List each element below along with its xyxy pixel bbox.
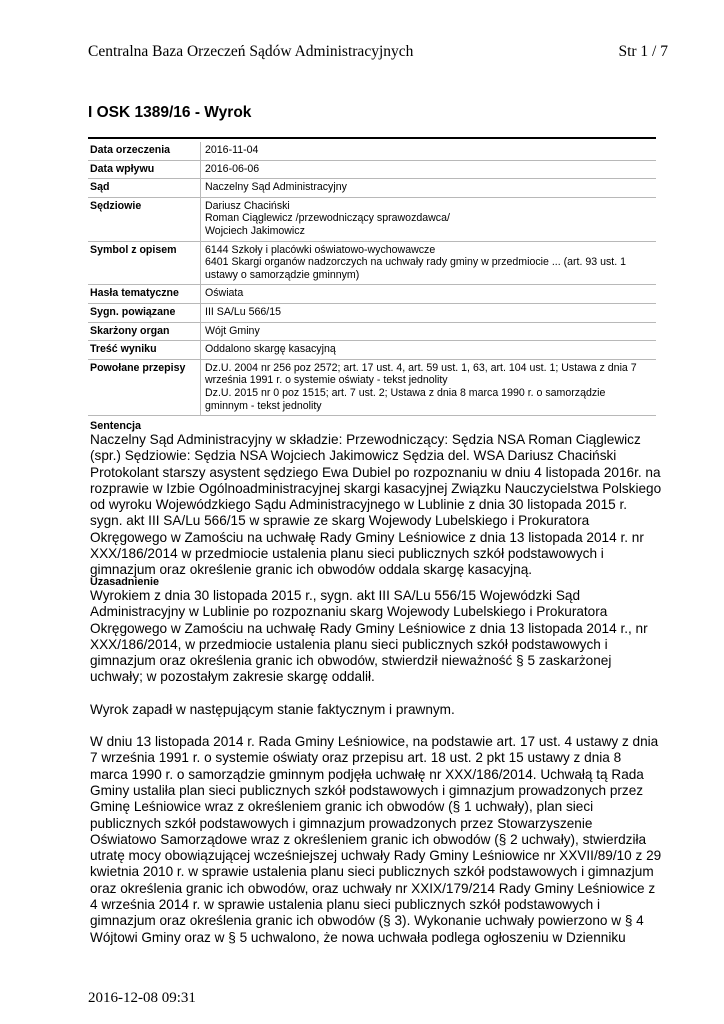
metadata-row (88, 285, 656, 304)
metadata-value (201, 142, 657, 160)
metadata-key: Powołane przepisy (88, 359, 201, 415)
metadata-value-line: Dariusz Chaciński (205, 199, 290, 212)
paragraph-line: marca 1990 r. o samorządzie gminnym podjęła uchwałę nr XXX/186/2014. Uchwałą tą Rada (90, 766, 644, 782)
metadata-row (88, 179, 656, 198)
paragraph-line: Oświatowo Samorządowe wraz z określeniem granic ich obwodów (§ 2 uchwały), stwierdziła (90, 831, 647, 847)
metadata-value (201, 322, 657, 341)
metadata-value-line: Wójt Gminy (205, 324, 260, 337)
paragraph-line: Gminę Leśniowice wraz z określeniem granic ich obwodów (§ 1 uchwały), plan sieci (90, 799, 594, 815)
sentencja-line: Okręgowego w Zamościu na uchwałę Rady Gminy Leśniowice z dnia 13 listopada 2014 r. nr (90, 529, 644, 545)
page-number: Str 1 / 7 (618, 43, 668, 60)
metadata-value-line: gminnym - tekst jednolity (205, 399, 322, 412)
paragraph-line: Gminy ustaliła plan sieci publicznych szkół podstawowych i gimnazjum prowadzonych przez (90, 782, 644, 798)
sentencja-line: (spr.) Sędziowie: Sędzia NSA Wojciech Jakimowicz Sędzia del. WSA Dariusz Chaciński (90, 448, 617, 464)
paragraph-line: Wyrokiem z dnia 30 listopada 2015 r., sygn. akt III SA/Lu 556/15 Wojewódzki Sąd (90, 588, 581, 603)
sentencja-line: gimnazjum oraz określenie granic ich obwodów oddala skargę kasacyjną. (90, 562, 533, 578)
metadata-key: Data wpływu (88, 160, 201, 179)
metadata-row (88, 303, 656, 322)
paragraph-line: publicznych szkół podstawowych i gimnazjum prowadzonych przez Stowarzyszenie (90, 815, 593, 831)
metadata-value-line: 6144 Szkoły i placówki oświatowo-wychowawcze (205, 243, 436, 256)
metadata-row (88, 197, 656, 241)
sentencja-line: XXX/186/2014 w przedmiocie ustalenia planu sieci publicznych szkół podstawowych i (90, 546, 604, 562)
paragraph-line: kwietnia 2010 r. w sprawie ustalenia planu sieci publicznych szkół podstawowych i gimnazjum (90, 864, 654, 880)
sentencja-text (90, 432, 662, 579)
metadata-row (88, 241, 656, 285)
sentencja-line: sygn. akt III SA/Lu 566/15 w sprawie ze skarg Wojewody Lubelskiego i Prokuratora (90, 513, 590, 529)
metadata-key: Treść wyniku (88, 341, 201, 360)
paragraph-line: oraz określenia granic ich obwodów, oraz uchwały nr XXIX/179/214 Rady Gminy Leśniowice z (90, 880, 656, 896)
metadata-value (201, 285, 657, 304)
metadata-value-line: września 1991 r. o systemie oświaty - tekst jednolity (205, 374, 448, 387)
metadata-value-line: ustawy o samorządzie gminnym) (205, 268, 360, 281)
metadata-row (88, 160, 656, 179)
metadata-value-line: III SA/Lu 566/15 (205, 305, 281, 318)
paragraph-line: utratę mocy obowiązującej wcześniejszej uchwały Rady Gminy Leśniowice nr XXVII/89/10 z 29 (90, 848, 662, 864)
paragraph-gap (90, 686, 656, 702)
paragraph-line: Wójtowi Gminy oraz w § 5 uchwalono, że nowa uchwała podlega ogłoszeniu w Dzienniku (90, 929, 626, 945)
metadata-key: Hasła tematyczne (88, 285, 201, 304)
sentencja-line: od wyroku Wojewódzkiego Sądu Administracyjnego w Lublinie z dnia 30 listopada 2015 r. (90, 497, 628, 513)
source-name: Centralna Baza Orzeczeń Sądów Administracyjnych (88, 43, 414, 60)
case-title: I OSK 1389/16 - Wyrok (88, 104, 252, 121)
sentencja-line: Protokolant starszy asystent sędziego Ewa Dubiel po rozpoznaniu w dniu 4 listopada 2016r. na (90, 464, 661, 480)
metadata-value (201, 303, 657, 322)
metadata-value-line: 2016-06-06 (205, 162, 260, 175)
paragraph-line: uchwały; w pozostałym zakresie skargę oddalił. (90, 669, 375, 685)
metadata-value (201, 241, 657, 285)
metadata-row (88, 359, 656, 415)
metadata-key: Symbol z opisem (88, 241, 201, 285)
paragraph-line: 7 września 1991 r. o systemie oświaty oraz przepisu art. 18 ust. 2 pkt 15 ustawy z dnia 8 (90, 750, 622, 766)
paragraph-line: W dniu 13 listopada 2014 r. Rada Gminy Leśniowice, na podstawie art. 17 ust. 4 ustawy z dnia (90, 734, 659, 750)
uzasadnienie-text (90, 588, 662, 946)
metadata-key: Sędziowie (88, 197, 201, 241)
paragraph (90, 702, 656, 718)
metadata-key: Skarżony organ (88, 322, 201, 341)
metadata-value-line: Oświata (205, 287, 244, 300)
metadata-value-line: Oddalono skargę kasacyjną (205, 343, 336, 356)
metadata-value (201, 179, 657, 198)
paragraph (90, 588, 656, 686)
case-metadata-table (88, 142, 656, 416)
metadata-value-line: Dz.U. 2004 nr 256 poz 2572; art. 17 ust. 4, art. 59 ust. 1, 63, art. 104 ust. 1; Ustawa z dnia 7 (205, 361, 637, 374)
metadata-key: Sygn. powiązane (88, 303, 201, 322)
paragraph-line: Okręgowego w Zamościu na uchwałę Rady Gminy Leśniowice z dnia 13 listopada 2014 r., nr (90, 620, 648, 636)
metadata-value-line: Roman Ciąglewicz /przewodniczący sprawozdawca/ (205, 212, 450, 225)
metadata-value (201, 197, 657, 241)
paragraph-line: Wyrok zapadł w następującym stanie faktycznym i prawnym. (90, 701, 455, 717)
paragraph-line: gimnazjum oraz określenia granic ich obwodów (§ 3). Wykonanie uchwały powierzono w § 4 (90, 913, 644, 929)
metadata-key: Sąd (88, 179, 201, 198)
paragraph-line: Administracyjny w Lublinie po rozpoznaniu skarg Wojewody Lubelskiego i Prokuratora (90, 604, 608, 620)
metadata-value (201, 359, 657, 415)
metadata-key: Data orzeczenia (88, 142, 201, 160)
paragraph-line: XXX/186/2014, w przedmiocie ustalenia planu sieci publicznych szkół podstawowych i (90, 636, 608, 652)
sentencja-label: Sentencja (90, 420, 142, 432)
metadata-value (201, 160, 657, 179)
metadata-value-line: Dz.U. 2015 nr 0 poz 1515; art. 7 ust. 2; Ustawa z dnia 8 marca 1990 r. o samorządzie (205, 386, 606, 399)
metadata-row (88, 142, 656, 160)
paragraph-gap (90, 718, 656, 734)
paragraph-line: gimnazjum oraz określenia granic ich obwodów, stwierdził nieważność § 5 zaskarżonej (90, 653, 612, 669)
page-header (86, 40, 668, 64)
uzasadnienie-section (90, 576, 662, 946)
sentencja-line: rozprawie w Izbie Ogólnoadministracyjnej skargi kasacyjnej Związku Nauczycielstwa Polskiego (90, 480, 662, 496)
page-footer-timestamp: 2016-12-08 09:31 (88, 990, 196, 1006)
metadata-value (201, 341, 657, 360)
sentencja-line: Naczelny Sąd Administracyjny w składzie: Przewodniczący: Sędzia NSA Roman Ciąglewicz (90, 432, 641, 447)
metadata-row (88, 341, 656, 360)
uzasadnienie-label: Uzasadnienie (90, 576, 160, 588)
paragraph-line: 4 września 2014 r. w sprawie ustalenia planu sieci publicznych szkół podstawowych i (90, 897, 601, 913)
metadata-row (88, 322, 656, 341)
paragraph (90, 734, 662, 946)
metadata-value-line: 2016-11-04 (205, 144, 259, 156)
metadata-value-line: Naczelny Sąd Administracyjny (205, 181, 347, 194)
title-divider (88, 137, 656, 139)
sentencja-section (90, 420, 662, 579)
metadata-value-line: Wojciech Jakimowicz (205, 224, 305, 237)
metadata-value-line: 6401 Skargi organów nadzorczych na uchwały rady gminy w przedmiocie ... (art. 93 ust. 1 (205, 256, 627, 269)
